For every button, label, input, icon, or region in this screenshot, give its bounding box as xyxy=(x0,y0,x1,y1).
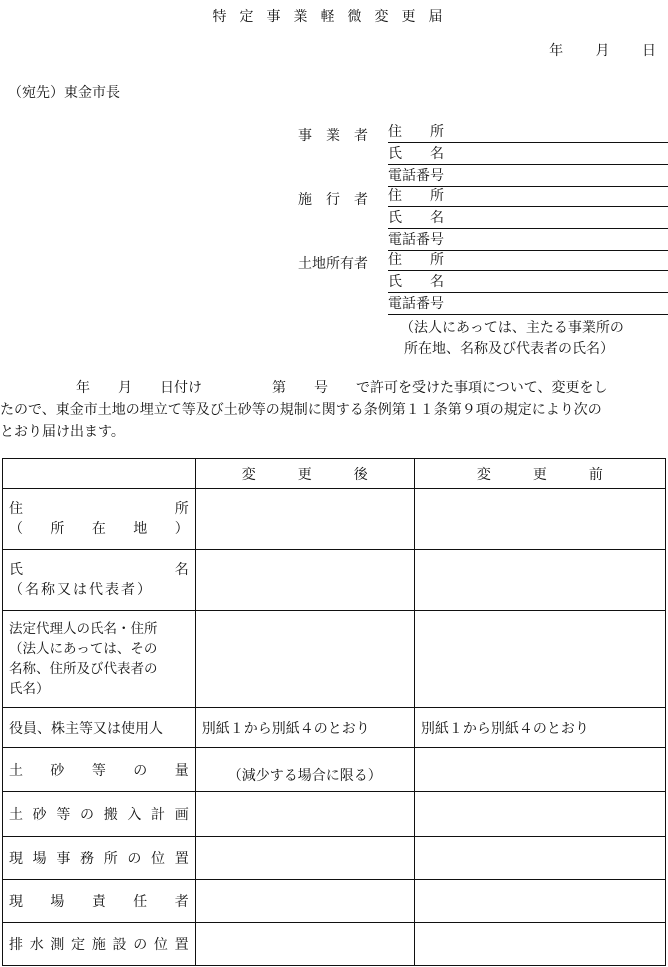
chars xyxy=(9,891,189,911)
label-char: 置 xyxy=(174,937,189,953)
business-operator-name-field[interactable] xyxy=(388,144,668,165)
row-label-address xyxy=(3,489,196,550)
label-char: の xyxy=(127,851,142,867)
label-char: 住 xyxy=(9,501,23,517)
officers-after-cell[interactable]: 別紙１から別紙４のとおり xyxy=(195,708,414,748)
name-label: 氏 名 xyxy=(388,274,444,290)
chars xyxy=(9,934,189,954)
chars xyxy=(9,760,189,780)
label-char: 土 xyxy=(9,807,23,823)
label-char: 砂 xyxy=(50,762,65,779)
label-char: 所 xyxy=(50,521,65,537)
constructor-label: 施 行 者 xyxy=(298,192,368,208)
office-before-cell[interactable] xyxy=(414,837,665,880)
label-char: 位 xyxy=(153,937,168,953)
label-char: 場 xyxy=(32,851,47,867)
agent-line-2: （法人にあっては、その xyxy=(9,641,158,657)
row-label-drainage xyxy=(3,923,196,966)
addressee: （宛先）東金市長 xyxy=(8,85,120,101)
label-char: 地 xyxy=(133,521,148,537)
drainage-after-cell[interactable] xyxy=(195,923,414,966)
label-char: 土 xyxy=(9,762,23,779)
agent-line-1: 法定代理人の氏名・住所 xyxy=(9,621,158,637)
label-char: 置 xyxy=(174,851,189,867)
corner-cell xyxy=(3,459,196,489)
chars xyxy=(9,848,189,868)
label-char: 設 xyxy=(112,937,127,953)
address-before-cell[interactable] xyxy=(414,489,665,550)
agent-line-3: 名称、住所及び代表者の xyxy=(9,661,158,677)
constructor-phone-field[interactable] xyxy=(388,230,668,251)
row-label-manager xyxy=(3,880,196,923)
manager-before-cell[interactable] xyxy=(414,880,665,923)
agent-before-cell[interactable] xyxy=(414,611,665,708)
header-after: 変 更 後 xyxy=(195,459,414,489)
date-line xyxy=(521,40,656,60)
label-char: 測 xyxy=(50,937,65,953)
header-before: 変 更 前 xyxy=(414,459,665,489)
body-line-2: たので、東金市土地の埋立て等及び土砂等の規制に関する条例第１１条第９項の規定により次の xyxy=(0,402,602,418)
landowner-name-field[interactable] xyxy=(388,272,668,293)
address-after-cell[interactable] xyxy=(195,489,414,550)
manager-after-cell[interactable] xyxy=(195,880,414,923)
date-month: 月 xyxy=(595,43,610,59)
label-char: の xyxy=(133,762,148,779)
name-label: 氏 名 xyxy=(388,146,444,162)
label-char: 責 xyxy=(91,894,106,910)
office-after-cell[interactable] xyxy=(195,837,414,880)
label-char: 画 xyxy=(174,807,189,823)
label-char: ） xyxy=(174,521,189,537)
officers-before-cell[interactable]: 別紙１から別紙４のとおり xyxy=(414,708,665,748)
label-sub: （名称又は代表者） xyxy=(9,582,153,598)
soil-plan-before-cell[interactable] xyxy=(414,792,665,837)
constructor-address-field[interactable] xyxy=(388,186,668,207)
label-char: 等 xyxy=(56,807,71,823)
label-char: 事 xyxy=(56,851,71,867)
label-char: 名 xyxy=(174,562,189,578)
label-char: 場 xyxy=(50,894,65,910)
phone-label: 電話番号 xyxy=(388,296,444,312)
date-year: 年 xyxy=(549,43,564,59)
business-operator-address-field[interactable] xyxy=(388,122,668,143)
address-label: 住 所 xyxy=(388,188,444,204)
label-char: 在 xyxy=(91,521,106,537)
business-operator-phone-field[interactable] xyxy=(388,166,668,187)
label-char: 等 xyxy=(91,762,106,779)
label-char: 砂 xyxy=(32,807,47,823)
row-label-agent xyxy=(3,611,196,708)
date-day: 日 xyxy=(642,43,656,59)
label-char: 所 xyxy=(103,851,118,867)
soil-amount-after-cell[interactable]: （減少する場合に限る） xyxy=(195,748,414,792)
label-char: 入 xyxy=(127,807,142,823)
name-after-cell[interactable] xyxy=(195,550,414,611)
row-label-soil-plan xyxy=(3,792,196,837)
label-char: 計 xyxy=(151,807,166,823)
soil-amount-before-cell[interactable] xyxy=(414,748,665,792)
row-label-name xyxy=(3,550,196,611)
name-label: 氏 名 xyxy=(388,210,444,226)
label-char: 氏 xyxy=(9,562,23,578)
phone-label: 電話番号 xyxy=(388,232,444,248)
label-char: 現 xyxy=(9,894,23,910)
label-char: 任 xyxy=(133,894,148,910)
soil-plan-after-cell[interactable] xyxy=(195,792,414,837)
label-char: 搬 xyxy=(103,807,118,823)
label-char: 者 xyxy=(174,894,189,910)
label-char: 務 xyxy=(80,851,95,867)
label-char: 定 xyxy=(71,937,86,953)
chars xyxy=(9,804,189,824)
phone-label: 電話番号 xyxy=(388,168,444,184)
name-before-cell[interactable] xyxy=(414,550,665,611)
label-char: 位 xyxy=(151,851,166,867)
label-char: の xyxy=(133,937,148,953)
corporate-note-line1: （法人にあっては、主たる事業所の xyxy=(400,320,624,336)
landowner-phone-field[interactable] xyxy=(388,294,668,315)
row-label-office xyxy=(3,837,196,880)
label-char: の xyxy=(80,807,95,823)
document-title: 特定事業軽微変更届 xyxy=(212,9,456,25)
body-line-3: とおり届け出ます。 xyxy=(0,424,125,440)
agent-line-4: 氏名） xyxy=(9,681,50,697)
label-char: 施 xyxy=(91,937,106,953)
label-char: 所 xyxy=(174,501,189,517)
landowner-label: 土地所有者 xyxy=(298,256,368,272)
row-label-soil-amount xyxy=(3,748,196,792)
corporate-note-line2: 所在地、名称及び代表者の氏名） xyxy=(404,341,614,357)
address-label: 住 所 xyxy=(388,252,444,268)
label-char: 水 xyxy=(29,937,44,953)
business-operator-label: 事 業 者 xyxy=(298,128,368,144)
body-line-1: 年 月 日付け 第 号 で許可を受けた事項について、変更をし xyxy=(76,380,608,396)
address-label: 住 所 xyxy=(388,124,444,140)
change-table xyxy=(2,458,666,966)
label-char: 量 xyxy=(174,762,189,779)
label-char: 現 xyxy=(9,851,23,867)
drainage-before-cell[interactable] xyxy=(414,923,665,966)
agent-after-cell[interactable] xyxy=(195,611,414,708)
constructor-name-field[interactable] xyxy=(388,208,668,229)
label-char: （ xyxy=(9,521,23,537)
label-char: 排 xyxy=(9,937,23,953)
landowner-address-field[interactable] xyxy=(388,250,668,271)
row-label-officers: 役員、株主等又は使用人 xyxy=(3,708,196,748)
